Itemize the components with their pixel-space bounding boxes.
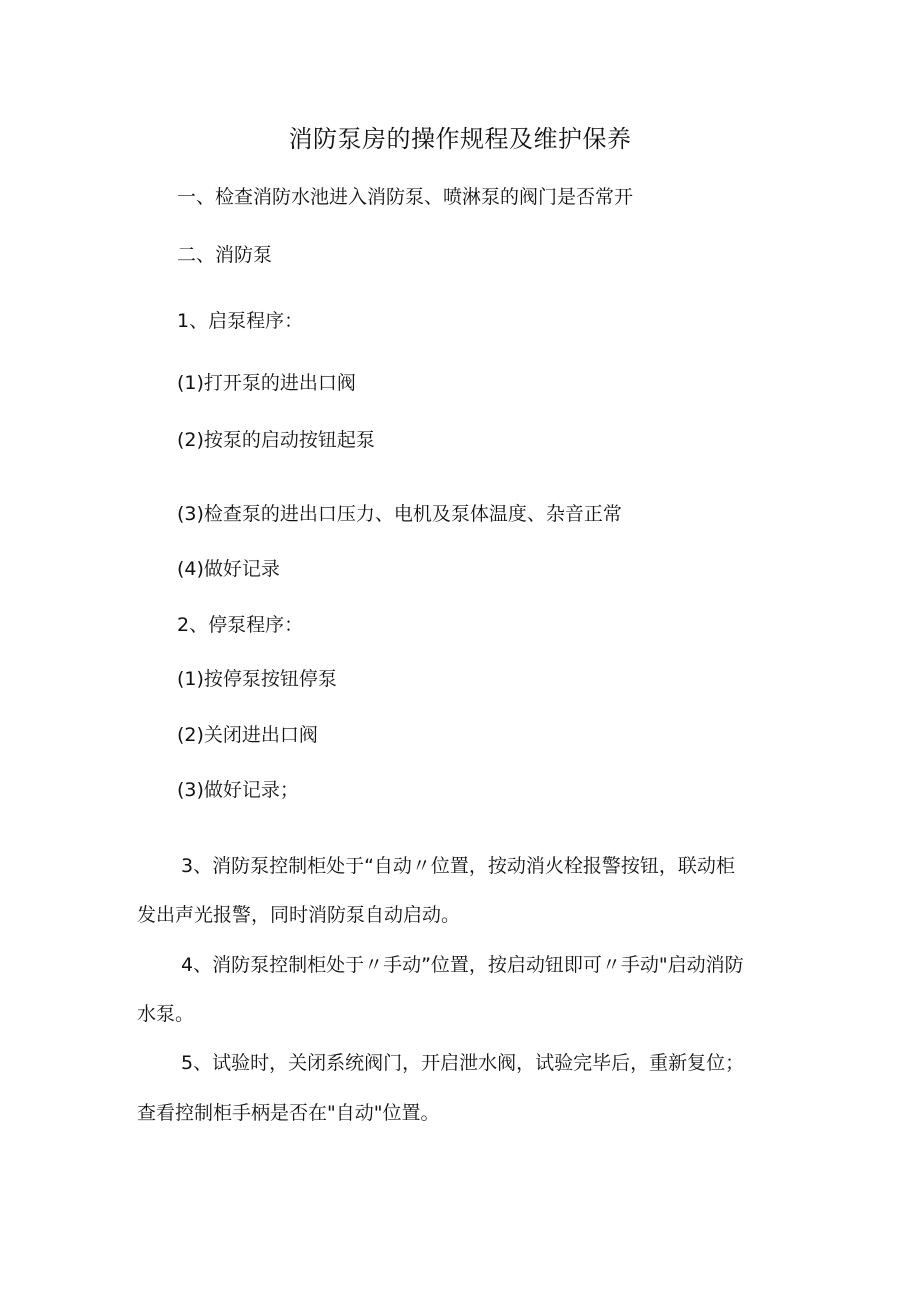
item-5-line-2: 查看控制柜手柄是否在"自动"位置。	[137, 1102, 440, 1124]
stop-procedure-heading: 2、停泵程序：	[177, 614, 304, 636]
section-2-heading: 二、消防泵	[177, 244, 273, 266]
stop-step-3: (3)做好记录；	[177, 779, 299, 801]
document-title: 消防泵房的操作规程及维护保养	[288, 125, 632, 153]
item-3-line-1: 3、消防泵控制柜处于“自动〃位置，按动消火栓报警按钮，联动柜	[181, 855, 735, 877]
start-step-2: (2)按泵的启动按钮起泵	[177, 429, 375, 451]
start-step-1: (1)打开泵的进出口阀	[177, 372, 356, 394]
stop-step-2: (2)关闭进出口阀	[177, 724, 318, 746]
item-4-line-2: 水泵。	[137, 1003, 195, 1025]
start-step-3: (3)检查泵的进出口压力、电机及泵体温度、杂音正常	[177, 503, 622, 525]
item-5-line-1: 5、试验时，关闭系统阀门，开启泄水阀，试验完毕后，重新复位；	[181, 1052, 745, 1074]
stop-step-1: (1)按停泵按钮停泵	[177, 668, 337, 690]
item-3-line-2: 发出声光报警，同时消防泵自动启动。	[137, 904, 461, 926]
item-4-line-1: 4、消防泵控制柜处于〃手动”位置，按启动钮即可〃手动"启动消防	[181, 954, 744, 976]
section-1-heading: 一、检查消防水池进入消防泵、喷淋泵的阀门是否常开	[177, 186, 634, 208]
start-step-4: (4)做好记录	[177, 558, 280, 580]
start-procedure-heading: 1、启泵程序：	[177, 310, 304, 332]
